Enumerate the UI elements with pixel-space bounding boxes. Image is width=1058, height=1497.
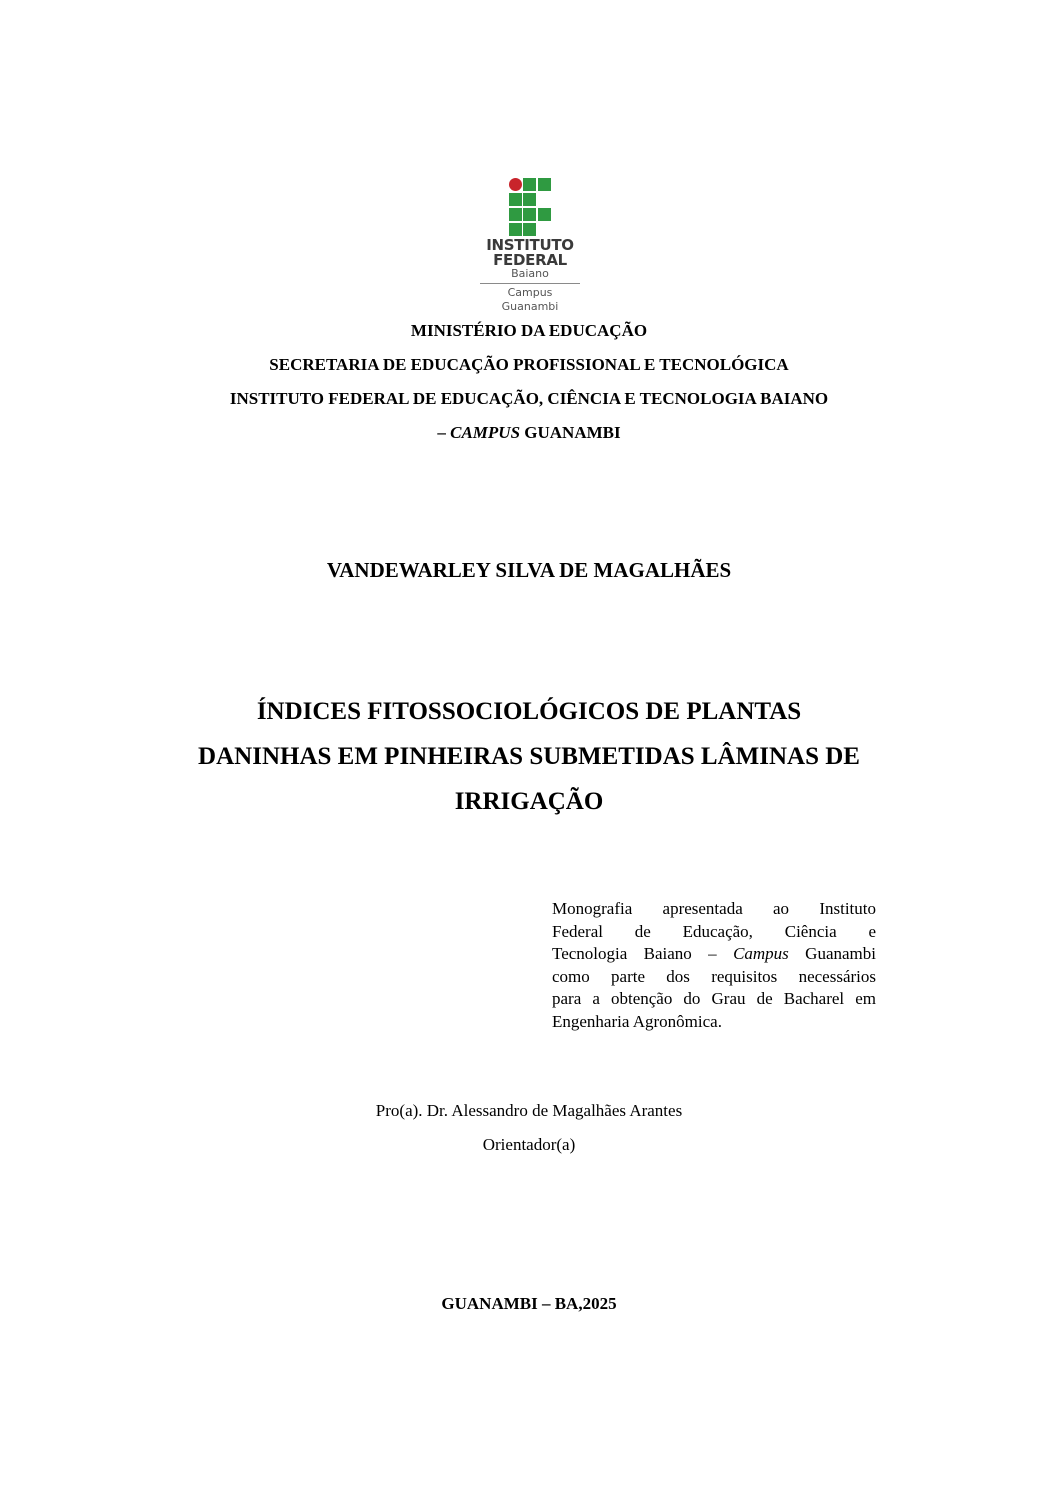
monograph-description	[552, 898, 876, 1033]
secretariat-heading: SECRETARIA DE EDUCAÇÃO PROFISSIONAL E TECNOLÓGICA	[269, 355, 789, 374]
logo-text-instituto: INSTITUTO	[486, 236, 574, 254]
description-line-3-pre: Tecnologia Baiano –	[552, 944, 734, 963]
author-name: VANDEWARLEY SILVA DE MAGALHÃES	[326, 558, 732, 582]
description-line-2: Federal de Educação, Ciência e	[552, 921, 876, 941]
campus-italic: CAMPUS	[450, 423, 521, 442]
logo-text-guanambi: Guanambi	[501, 300, 559, 313]
campus-prefix: –	[437, 423, 451, 442]
logo-text-federal: FEDERAL	[493, 251, 567, 269]
advisor-name: Pro(a). Dr. Alessandro de Magalhães Arantes	[375, 1101, 683, 1120]
logo-divider	[480, 283, 580, 284]
campus-suffix: GUANAMBI	[520, 423, 621, 442]
institute-logo-mark-icon	[478, 176, 582, 236]
description-line-4: como parte dos requisitos necessários	[552, 966, 876, 986]
description-line-6: Engenharia Agronômica.	[552, 1011, 722, 1031]
description-line-3-post: Guanambi	[788, 944, 876, 963]
description-line-5: para a obtenção do Grau de Bacharel em	[552, 989, 876, 1008]
advisor-role: Orientador(a)	[482, 1135, 576, 1154]
thesis-title-line-1: ÍNDICES FITOSSOCIOLÓGICOS DE PLANTAS	[256, 698, 802, 725]
institute-logo	[478, 176, 582, 316]
description-line-1: Monografia apresentada ao Instituto	[552, 899, 876, 918]
place-and-year: GUANAMBI – BA,2025	[441, 1294, 617, 1313]
thesis-title-line-2: DANINHAS EM PINHEIRAS SUBMETIDAS LÂMINAS DE	[198, 743, 860, 770]
thesis-title-line-3: IRRIGAÇÃO	[454, 788, 604, 815]
campus-heading	[0, 423, 1058, 443]
institute-heading: INSTITUTO FEDERAL DE EDUCAÇÃO, CIÊNCIA E TECNOLOGIA BAIANO	[229, 389, 829, 408]
ministry-heading: MINISTÉRIO DA EDUCAÇÃO	[410, 321, 648, 340]
logo-text-campus: Campus	[507, 286, 553, 299]
description-line-3-italic: Campus	[733, 944, 789, 963]
logo-text-baiano: Baiano	[511, 267, 549, 280]
description-line-3	[552, 943, 876, 966]
